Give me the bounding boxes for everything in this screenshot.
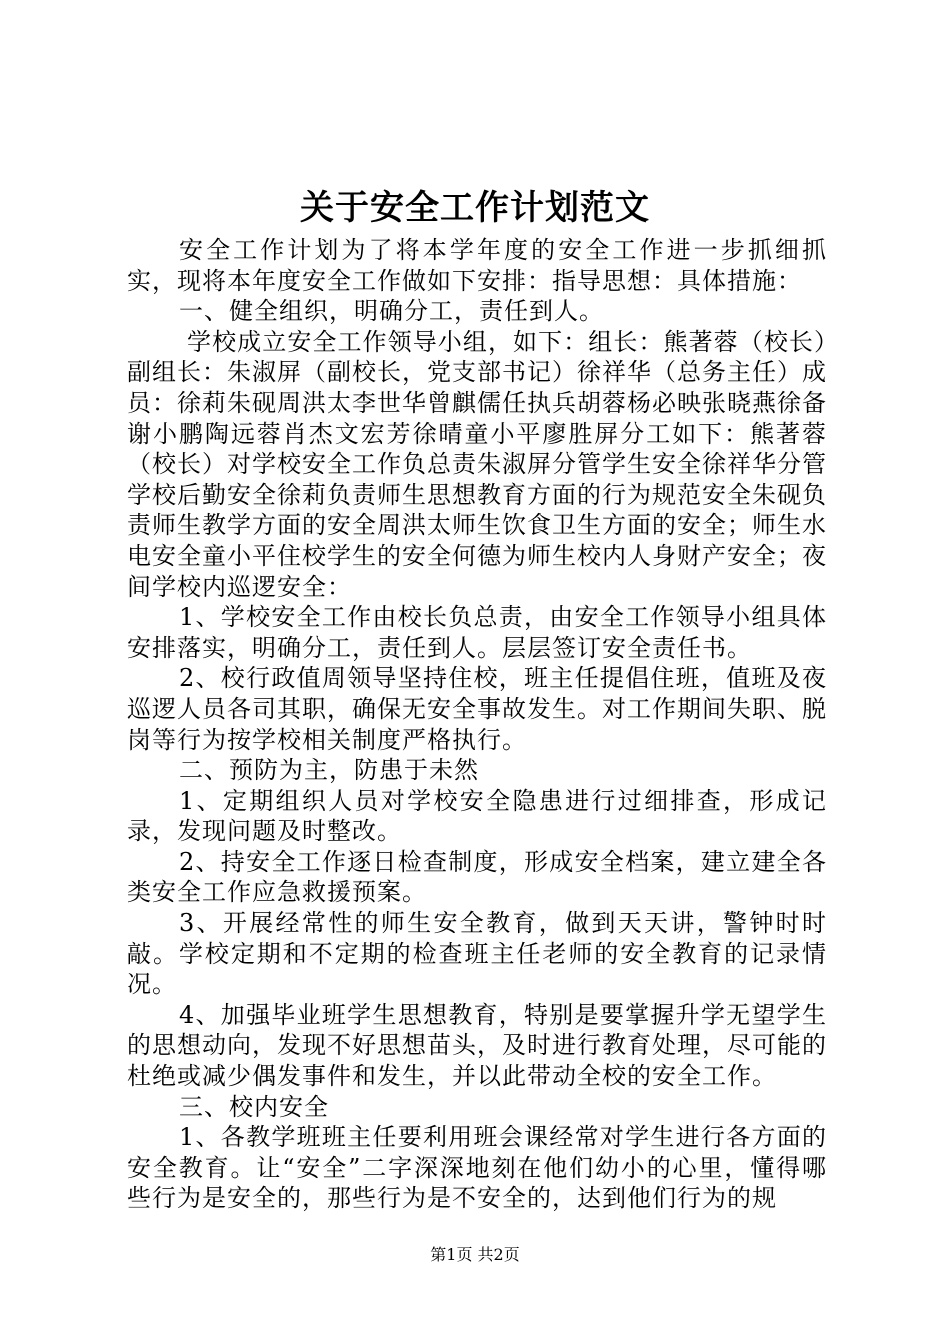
- paragraph-intro: 安全工作计划为了将本学年度的安全工作进一步抓细抓实，现将本年度安全工作做如下安排：指导思想：具体措施：: [127, 236, 827, 295]
- heading-section-1: 一、健全组织，明确分工，责任到人。: [179, 297, 604, 326]
- paragraph-item-2-1: 1、定期组织人员对学校安全隐患进行过细排查，形成记录，发现问题及时整改。: [127, 786, 827, 846]
- paragraph-item-3-1: 1、各教学班班主任要利用班会课经常对学生进行各方面的安全教育。让“安全”二字深深地刻在他们幼小的心里，懂得哪些行为是安全的，那些行为是不安全的，达到他们行为的规: [127, 1123, 827, 1213]
- heading-section-3: 三、校内安全: [179, 1092, 329, 1121]
- paragraph-item-2-3: 3、开展经常性的师生安全教育，做到天天讲，警钟时时敲。学校定期和不定期的检查班主任老师的安全教育的记录情况。: [127, 909, 827, 999]
- paragraph-item-2-2: 2、持安全工作逐日检查制度，形成安全档案，建立建全各类安全工作应急救援预案。: [127, 847, 827, 907]
- document-body: [127, 235, 827, 1214]
- paragraph-item-2-4: 4、加强毕业班学生思想教育，特别是要掌握升学无望学生的思想动向，发现不好思想苗头，及时进行教育处理，尽可能的杜绝或减少偶发事件和发生，并以此带动全校的安全工作。: [127, 1000, 827, 1091]
- heading-section-2: 二、预防为主，防患于未然: [179, 756, 479, 785]
- paragraph-item-1-2: 2、校行政值周领导坚持住校，班主任提倡住班，值班及夜巡逻人员各司其职，确保无安全事故发生。对工作期间失职、脱岗等行为按学校相关制度严格执行。: [127, 664, 827, 754]
- paragraph-leadership-group: 学校成立安全工作领导小组，如下：组长：熊著蓉（校长）副组长：朱淑屏（副校长，党支部书记）徐祥华（总务主任）成员：徐莉朱砚周洪太李世华曾麒儒任执兵胡蓉杨必映张晓燕徐备谢小鹏陶远蓉肖杰文宏芳徐晴童小平廖胜屏分工如下：熊著蓉（校长）对学校安全工作负总责朱淑屏分管学生安全徐祥华分管学校后勤安全徐莉负责师生思想教育方面的行为规范安全朱砚负责师生教学方面的安全周洪太师生饮食卫生方面的安全；师生水电安全童小平住校学生的安全何德为师生校内人身财产安全；夜间学校内巡逻安全：: [127, 327, 827, 601]
- page-number: 第1页 共2页: [430, 1245, 520, 1264]
- paragraph-item-1-1: 1、学校安全工作由校长负总责，由安全工作领导小组具体安排落实，明确分工，责任到人。层层签订安全责任书。: [127, 603, 827, 662]
- document-title: 关于安全工作计划范文: [300, 188, 650, 228]
